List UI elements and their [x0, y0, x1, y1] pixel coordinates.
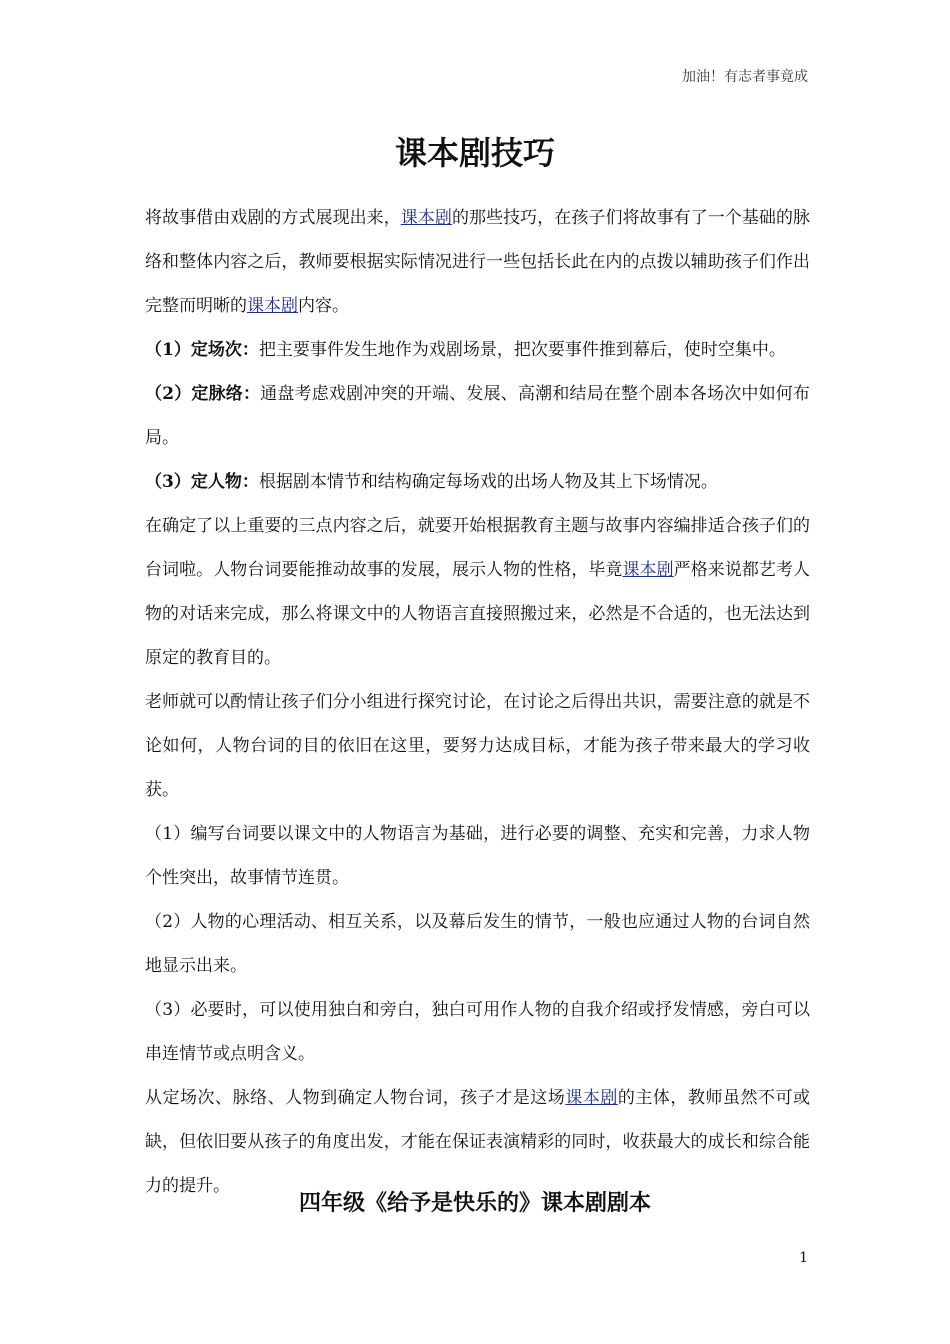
para2-text-2: 严格来说都艺考人物的对话来完成，那么将课文中的人物语言直接照搬过来，必然是不合适的，也无法达到原定的教育目的。: [145, 560, 811, 668]
step-3-label: （3）定人物：: [145, 472, 259, 492]
header-motto: 加油！有志者事竟成: [682, 69, 808, 85]
link-kebenju-1[interactable]: 课本剧: [400, 208, 452, 228]
step-2-text: 通盘考虑戏剧冲突的开端、发展、高潮和结局在整个剧本各场次中如何布局。: [145, 384, 810, 448]
para2-text-1: 在确定了以上重要的三点内容之后，就要开始根据教育主题与故事内容编排适合孩子们的台词啦。人物台词要能推动故事的发展，展示人物的性格，毕竟: [145, 516, 810, 580]
tip-2: （2）人物的心理活动、相互关系，以及幕后发生的情节，一般也应通过人物的台词自然地显示出来。: [145, 912, 810, 976]
paragraph-3: 老师就可以酌情让孩子们分小组进行探究讨论，在讨论之后得出共识，需要注意的就是不论如何，人物台词的目的依旧在这里，要努力达成目标，才能为孩子带来最大的学习收获。: [145, 692, 810, 800]
step-3-text: 根据剧本情节和结构确定每场戏的出场人物及其上下场情况。: [258, 472, 718, 492]
para4-text-2: 的主体，教师虽然不可或缺，但依旧要从孩子的角度出发，才能在保证表演精彩的同时，收获最大的成长和综合能力的提升。: [145, 1088, 811, 1196]
tip-1: （1）编写台词要以课文中的人物语言为基础，进行必要的调整、充实和完善，力求人物个性突出，故事情节连贯。: [145, 824, 810, 888]
page-number: 1: [799, 1250, 808, 1266]
intro-text-2: 的那些技巧，在孩子们将故事有了一个基础的脉络和整体内容之后，教师要根据实际情况进行一些包括长此在内的点拨以辅助孩子们作出完整而明晰的: [145, 208, 811, 316]
document-body: [145, 196, 810, 1208]
section-subtitle: 四年级《给予是快乐的》课本剧剧本: [298, 1190, 651, 1216]
tip-3: （3）必要时，可以使用独白和旁白，独白可用作人物的自我介绍或抒发情感，旁白可以串连情节或点明含义。: [145, 1000, 810, 1064]
step-1: [145, 328, 810, 372]
link-kebenju-2[interactable]: 课本剧: [247, 296, 298, 316]
link-kebenju-3[interactable]: 课本剧: [622, 560, 674, 580]
intro-text-3: 内容。: [298, 296, 349, 316]
paragraph-2: [145, 504, 810, 680]
intro-text-1: 将故事借由戏剧的方式展现出来，: [145, 208, 401, 228]
step-1-label: （1）定场次：: [145, 340, 259, 360]
page-title: 课本剧技巧: [394, 134, 555, 172]
intro-paragraph: [145, 196, 810, 328]
para4-text-1: 从定场次、脉络、人物到确定人物台词，孩子才是这场: [145, 1088, 566, 1108]
step-2: [145, 372, 810, 460]
step-3: [145, 460, 810, 504]
step-1-text: 把主要事件发生地作为戏剧场景，把次要事件推到幕后，使时空集中。: [258, 340, 786, 360]
step-2-label: （2）定脉络：: [145, 384, 261, 404]
link-kebenju-4[interactable]: 课本剧: [565, 1088, 618, 1108]
